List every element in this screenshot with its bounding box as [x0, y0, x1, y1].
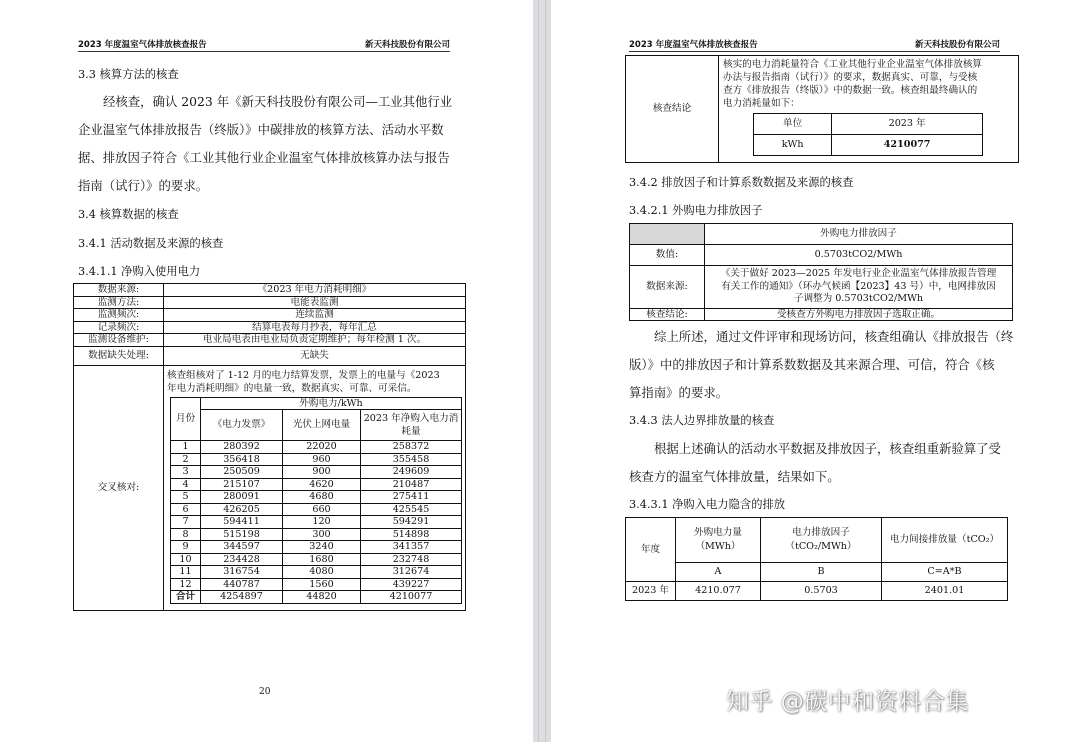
- value-label: 数值:: [630, 245, 705, 266]
- pv-cell: 300: [283, 528, 361, 541]
- pv-cell: 4620: [283, 478, 361, 491]
- net-cell: 258372: [361, 441, 462, 454]
- total-row: [171, 591, 462, 604]
- info-row: [74, 321, 466, 334]
- total-invoice: 4254897: [201, 591, 283, 604]
- paragraph-line: 算指南》的要求。: [629, 385, 729, 400]
- header-line: 电力排放因子: [792, 527, 850, 538]
- net-cell: 275411: [361, 491, 462, 504]
- section-3-4-3-paragraph: [629, 435, 1001, 491]
- pv-cell: 4680: [283, 491, 361, 504]
- cross-check-row: [74, 365, 466, 610]
- document-page-21: [551, 0, 1080, 742]
- invoice-cell: 316754: [201, 566, 283, 579]
- row-label: 记录频次:: [74, 321, 164, 334]
- invoice-cell: 594411: [201, 516, 283, 529]
- indirect-emission-table: [625, 517, 1008, 601]
- month-row: [171, 453, 462, 466]
- month-row: [171, 578, 462, 591]
- total-net: 4210077: [361, 591, 462, 604]
- invoice-cell: 250509: [201, 466, 283, 479]
- month-row: [171, 566, 462, 579]
- pv-cell: 4080: [283, 566, 361, 579]
- row-label: 监测方法:: [74, 296, 164, 309]
- header-line: （MWh）: [695, 541, 741, 552]
- section-3-4-1-1-heading: 3.4.1.1 净购入使用电力: [78, 265, 201, 278]
- paragraph-line: 据、排放因子符合《工业其他行业企业温室气体排放核算办法与报告: [78, 150, 450, 165]
- consumption-value: 4210077: [832, 135, 983, 156]
- page-header: [78, 38, 450, 52]
- paragraph-line: 企业温室气体排放报告（终版）》中碳排放的核算方法、活动水平数: [78, 122, 444, 137]
- cross-check-text-line: 核查组核对了 1-12 月的电力结算发票，发票上的电量与《2023: [167, 369, 440, 381]
- paragraph-line: 根据上述确认的活动水平数据及排放因子，核查组重新验算了受: [654, 441, 1001, 456]
- purchased-power-header: 外购电力/kWh: [201, 397, 462, 410]
- page-number: 20: [259, 687, 271, 697]
- net-cell: 210487: [361, 478, 462, 491]
- total-label: 合计: [171, 591, 201, 604]
- invoice-cell: 515198: [201, 528, 283, 541]
- month-cell: 11: [171, 566, 201, 579]
- net-cell: 514898: [361, 528, 462, 541]
- month-cell: 1: [171, 441, 201, 454]
- source-label: 数据来源:: [630, 266, 705, 309]
- header-line: （tCO₂/MWh）: [785, 541, 857, 552]
- conclusion-text-line: 办法与报告指南（试行）》的要求，数据真实、可靠，与受核: [723, 72, 978, 83]
- cross-check-cell: [164, 365, 466, 610]
- row-label: 数据来源:: [74, 284, 164, 297]
- month-row: [171, 503, 462, 516]
- info-row: [74, 309, 466, 322]
- row-value: 连续监测: [164, 309, 466, 322]
- pv-cell: 900: [283, 466, 361, 479]
- header-report-title: 2023 年度温室气体排放核查报告: [629, 40, 758, 50]
- ef-conclusion-label: 核查结论:: [630, 308, 705, 321]
- row-power: 4210.077: [676, 582, 761, 601]
- month-cell: 3: [171, 466, 201, 479]
- document-page-20: [0, 0, 533, 742]
- month-row: [171, 553, 462, 566]
- row-value: 电能表监测: [164, 296, 466, 309]
- section-3-4-heading: 3.4 核算数据的核查: [78, 208, 179, 221]
- month-rows: [171, 441, 462, 591]
- conclusion-text-line: 核实的电力消耗量符合《工业其他行业企业温室气体排放核算: [723, 59, 983, 70]
- monthly-electricity-table: [170, 397, 462, 604]
- section-3-3-paragraph: [78, 88, 452, 200]
- ef-conclusion: 受核查方外购电力排放因子选取正确。: [705, 308, 1013, 321]
- row-emission: 2401.01: [882, 582, 1008, 601]
- shaded-cell: [630, 224, 705, 245]
- page-gutter: [533, 0, 551, 742]
- conclusion-cell: [719, 56, 1019, 163]
- row-value: 《2023 年电力消耗明细》: [164, 284, 466, 297]
- net-cell: 312674: [361, 566, 462, 579]
- cross-check-label: 交叉核对:: [74, 365, 164, 610]
- invoice-cell: 280392: [201, 441, 283, 454]
- header-company-name: 新天科技股份有限公司: [914, 40, 1000, 50]
- row-year: 2023 年: [626, 582, 676, 601]
- source-cell: [705, 266, 1013, 309]
- section-3-4-1-heading: 3.4.1 活动数据及来源的核查: [78, 237, 224, 250]
- month-cell: 10: [171, 553, 201, 566]
- pv-cell: 960: [283, 453, 361, 466]
- month-row: [171, 478, 462, 491]
- month-cell: 8: [171, 528, 201, 541]
- invoice-cell: 344597: [201, 541, 283, 554]
- row-value: 电业局电表由电业局负责定期维护；每年检测 1 次。: [164, 334, 466, 347]
- section-3-4-3-heading: 3.4.3 法人边界排放量的核查: [629, 414, 775, 427]
- indirect-emission-header: 电力间接排放量（tCO₂）: [882, 518, 1008, 563]
- month-cell: 12: [171, 578, 201, 591]
- summary-paragraph: [629, 323, 1013, 407]
- section-3-4-2-heading: 3.4.2 排放因子和计算系数数据及来源的核查: [629, 176, 854, 189]
- info-row: [74, 296, 466, 309]
- net-cell: 249609: [361, 466, 462, 479]
- year-header: 年度: [626, 518, 676, 582]
- row-label: 数据缺失处理:: [74, 346, 164, 365]
- month-row: [171, 466, 462, 479]
- month-row: [171, 491, 462, 504]
- letter-c: C=A*B: [882, 563, 1008, 582]
- invoice-cell: 440787: [201, 578, 283, 591]
- pv-cell: 120: [283, 516, 361, 529]
- total-pv: 44820: [283, 591, 361, 604]
- net-cell: 594291: [361, 516, 462, 529]
- letter-b: B: [761, 563, 882, 582]
- row-label: 监测设备维护:: [74, 334, 164, 347]
- paragraph-line: 综上所述，通过文件评审和现场访问，核查组确认《排放报告（终: [654, 329, 1014, 344]
- invoice-cell: 280091: [201, 491, 283, 504]
- header-line: 外购电力量: [694, 527, 742, 538]
- ef-value: 0.5703tCO2/MWh: [705, 245, 1013, 266]
- conclusion-label: 核查结论: [626, 56, 719, 163]
- invoice-cell: 426205: [201, 503, 283, 516]
- emission-factor-table: [629, 223, 1013, 321]
- paragraph-line: 经核查，确认 2023 年《新天科技股份有限公司—工业其他行业: [103, 94, 453, 109]
- zhihu-watermark: 知乎 @碳中和资料合集: [726, 689, 969, 715]
- pv-cell: 3240: [283, 541, 361, 554]
- invoice-cell: 356418: [201, 453, 283, 466]
- letter-a: A: [676, 563, 761, 582]
- row-label: 监测频次:: [74, 309, 164, 322]
- source-text-line: 子调整为 0.5703tCO2/MWh: [793, 293, 924, 304]
- net-cell: 439227: [361, 578, 462, 591]
- net-cell: 425545: [361, 503, 462, 516]
- month-cell: 5: [171, 491, 201, 504]
- invoice-cell: 234428: [201, 553, 283, 566]
- paragraph-line: 指南（试行）》的要求。: [78, 178, 209, 193]
- month-header: 月份: [171, 397, 201, 441]
- month-cell: 7: [171, 516, 201, 529]
- power-conclusion-table: [625, 55, 1019, 163]
- confirmed-consumption-table: [753, 113, 983, 156]
- info-row: [74, 346, 466, 365]
- header-company-name: 新天科技股份有限公司: [364, 40, 450, 50]
- pv-cell: 1560: [283, 578, 361, 591]
- section-3-4-3-1-heading: 3.4.3.1 净购入电力隐含的排放: [629, 498, 786, 511]
- ef-title: 外购电力排放因子: [705, 224, 1013, 245]
- month-cell: 6: [171, 503, 201, 516]
- conclusion-text-line: 电力消耗量如下：: [723, 98, 800, 109]
- row-value: 结算电表每月抄表，每年汇总: [164, 321, 466, 334]
- pv-cell: 1680: [283, 553, 361, 566]
- section-3-3-heading: 3.3 核算方法的核查: [78, 68, 179, 81]
- net-cell: 341357: [361, 541, 462, 554]
- month-cell: 4: [171, 478, 201, 491]
- pv-cell: 660: [283, 503, 361, 516]
- paragraph-line: 版）》中的排放因子和计算系数数据及其来源合理、可信，符合《核: [629, 357, 995, 372]
- month-row: [171, 516, 462, 529]
- row-factor: 0.5703: [761, 582, 882, 601]
- conclusion-text-line: 查方《排放报告（终版）》中的数据一致。核查组最终确认的: [723, 85, 978, 96]
- purchased-power-header: [676, 518, 761, 563]
- net-cell: 355458: [361, 453, 462, 466]
- pv-cell: 22020: [283, 441, 361, 454]
- year-header: 2023 年: [832, 114, 983, 135]
- invoice-header: 《电力发票》: [201, 410, 283, 441]
- info-row: [74, 334, 466, 347]
- month-row: [171, 541, 462, 554]
- section-3-4-2-1-heading: 3.4.2.1 外购电力排放因子: [629, 204, 763, 217]
- electricity-data-table: [73, 283, 466, 611]
- month-cell: 2: [171, 453, 201, 466]
- source-text-line: 有关工作的通知》（环办气候函【2023】43 号）中，电网排放因: [721, 280, 996, 292]
- cross-check-text-line: 年电力消耗明细》的电量一致，数据真实、可靠、可采信。: [167, 382, 417, 394]
- invoice-cell: 215107: [201, 478, 283, 491]
- net-cell: 232748: [361, 553, 462, 566]
- info-row: [74, 284, 466, 297]
- header-report-title: 2023 年度温室气体排放核查报告: [78, 40, 207, 50]
- paragraph-line: 核查方的温室气体排放量，结果如下。: [629, 469, 840, 484]
- month-cell: 9: [171, 541, 201, 554]
- page-header: [629, 38, 1000, 52]
- month-row: [171, 528, 462, 541]
- unit-value: kWh: [754, 135, 832, 156]
- unit-header: 单位: [754, 114, 832, 135]
- pv-grid-header: 光伏上网电量: [283, 410, 361, 441]
- month-row: [171, 441, 462, 454]
- net-consumption-header: 2023 年净购入电力消耗量: [361, 410, 462, 441]
- source-text-line: 《关于做好 2023—2025 年发电行业企业温室气体排放报告管理: [720, 268, 997, 279]
- row-value: 无缺失: [164, 346, 466, 365]
- emission-factor-header: [761, 518, 882, 563]
